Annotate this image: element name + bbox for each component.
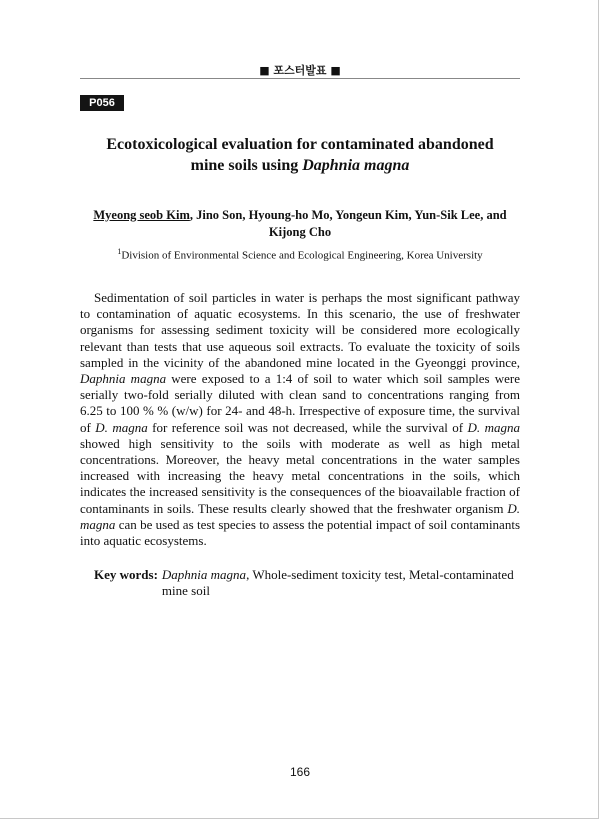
header-divider [80, 78, 520, 79]
abstract-text: can be used as test species to assess the potential impact of soil contaminants into aquatic ecosystems. [80, 516, 520, 549]
title-line-2-prefix: mine soils using [190, 157, 303, 174]
abstract-text: showed high sensitivity to the soils with moderate as well as high metal concentrations. Moreover, the heavy metal concentrations in the water samples increased with increasing the heavy metal concentrations in the soils, which indicates the increased sensitivity is the consequences of the bioavailable fraction of contaminants in soils. These results clearly showed that the freshwater organism [80, 435, 520, 516]
keywords [94, 567, 520, 599]
presenting-author: Myeong seob Kim [93, 208, 190, 222]
species-name: Daphnia magna [80, 371, 167, 387]
species-name: D. magna [467, 419, 520, 435]
abstract-text: were exposed to a 1:4 of soil to water which soil samples were serially two-fold serially diluted with clean sand to concentrations ranging from 6.25 to 100 % % (w/w) for 24- and 48-h. Irrespective of exposure time, the survival of [80, 371, 521, 435]
paper-title [80, 134, 520, 176]
title-species-name: Daphnia magna [302, 157, 410, 174]
page-number: 166 [289, 765, 311, 779]
abstract-body [80, 290, 520, 549]
author-list [80, 207, 520, 241]
affiliation [80, 245, 520, 263]
abstract-text: Sedimentation of soil particles in water is perhaps the most significant pathway to contamination of aquatic ecosystems. In this scenario, the use of freshwater organisms for assessing sediment toxicity will be considered more ecologically relevant than tests that use aqueous soil extracts. To evaluate the toxicity of soils sampled in the vicinity of the abandoned mine located in the Gyeonggi province, [80, 290, 520, 370]
section-header: ■ 포스터발표 ■ [259, 64, 341, 77]
affiliation-text: Division of Environmental Science and Ecological Engineering, Korea University [121, 249, 483, 262]
keyword-rest: , Whole-sediment toxicity test, Metal-contaminated mine soil [161, 567, 514, 599]
affiliation-marker: 1 [117, 247, 122, 256]
keywords-label: Key words: [94, 567, 158, 582]
abstract-text: for reference soil was not decreased, while the survival of [147, 419, 468, 435]
keyword-species: Daphnia magna [161, 567, 247, 582]
poster-code-badge: P056 [80, 95, 124, 111]
species-name: D. magna [95, 419, 148, 435]
species-name: D. magna [80, 500, 520, 532]
co-authors: , Jino Son, Hyoung-ho Mo, Yongeun Kim, Yun-Sik Lee, and Kijong Cho [189, 208, 507, 239]
title-line-1: Ecotoxicological evaluation for contaminated abandoned [106, 136, 494, 153]
keywords-list [162, 567, 520, 599]
